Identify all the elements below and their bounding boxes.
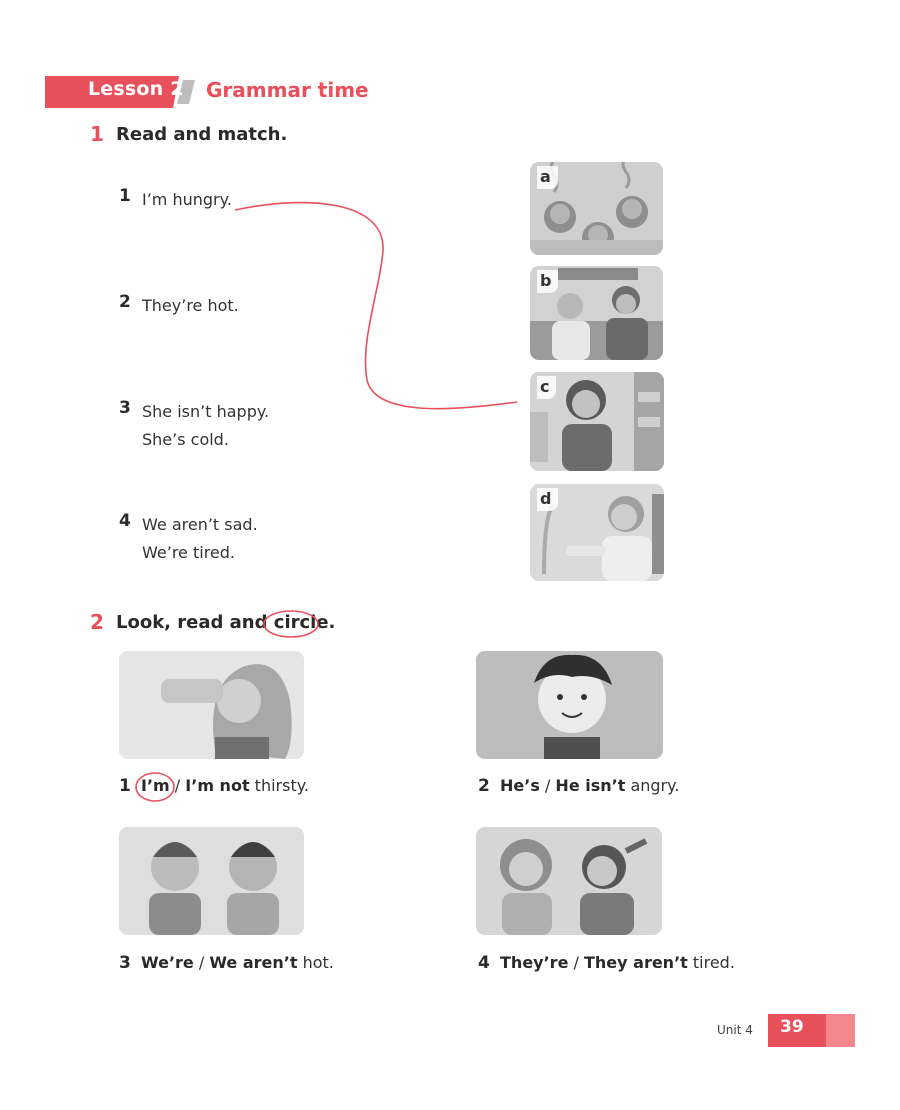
picture-label: c [537, 376, 556, 399]
sentence-rest: angry. [625, 776, 680, 795]
circle-item-4 [478, 953, 735, 973]
sentence-rest: tired. [687, 953, 735, 972]
answer-circle-mark [133, 771, 177, 803]
option-2[interactable]: They aren’t [583, 953, 688, 972]
option-1[interactable]: They’re [500, 953, 569, 972]
page-number: 39 [780, 1017, 804, 1037]
circle-item-2 [478, 776, 679, 796]
circle-item-number: 3 [119, 953, 131, 973]
yawning-girls-icon [476, 827, 662, 935]
match-item-1-text [142, 186, 232, 214]
option-2[interactable]: We aren’t [209, 953, 298, 972]
circle-word: circle [273, 612, 329, 633]
exercise-2-number: 2 [90, 610, 104, 634]
exercise-2-picture-2 [476, 651, 663, 759]
match-line [225, 190, 525, 420]
exercise-1-number: 1 [90, 122, 104, 146]
match-item-number: 2 [119, 292, 131, 312]
option-separator: / [169, 776, 186, 795]
exercise-1-title: Read and match. [116, 124, 288, 145]
exercise-2-picture-4 [476, 827, 662, 935]
exercise-2-title-start: Look, read and [116, 612, 274, 633]
option-1[interactable]: He’s [500, 776, 540, 795]
smiling-boy-icon [476, 651, 663, 759]
option-1[interactable]: We’re [141, 953, 194, 972]
match-item-line: I’m hungry. [142, 190, 232, 209]
match-item-number: 3 [119, 398, 131, 418]
picture-label: a [537, 166, 558, 189]
circle-item-number: 2 [478, 776, 490, 796]
picture-label: b [537, 270, 558, 293]
match-item-number: 4 [119, 511, 131, 531]
match-item-2[interactable] [119, 292, 131, 312]
option-separator: / [539, 776, 556, 795]
option-2[interactable]: He isn’t [555, 776, 626, 795]
exercise-2-title-end: . [328, 612, 336, 633]
sentence-rest: thirsty. [249, 776, 309, 795]
match-item-4[interactable] [119, 511, 131, 531]
picture-d[interactable] [530, 484, 664, 581]
cold-boys-icon [119, 827, 304, 935]
match-item-line: She’s cold. [142, 430, 229, 449]
option-separator: / [193, 953, 210, 972]
option-separator: / [568, 953, 584, 972]
option-1[interactable]: I’m [141, 776, 170, 795]
match-item-3[interactable] [119, 398, 131, 418]
match-item-line: They’re hot. [142, 296, 239, 315]
match-item-line: We’re tired. [142, 543, 235, 562]
picture-label: d [537, 488, 558, 511]
circle-item-3 [119, 953, 334, 973]
match-item-number: 1 [119, 186, 131, 206]
sentence-rest: hot. [297, 953, 334, 972]
girl-drinking-icon [119, 651, 304, 759]
circle-item-number: 1 [119, 776, 131, 796]
match-item-1[interactable] [119, 186, 131, 206]
picture-b[interactable] [530, 266, 663, 360]
title-circle-mark [262, 609, 320, 639]
circle-item-number: 4 [478, 953, 490, 973]
exercise-2-picture-3 [119, 827, 304, 935]
match-item-line: She isn’t happy. [142, 402, 270, 421]
lesson-title: Grammar time [206, 78, 369, 102]
match-item-line: We aren’t sad. [142, 515, 258, 534]
match-item-4-text [142, 511, 258, 567]
lesson-label: Lesson 2 [88, 78, 184, 100]
picture-a[interactable] [530, 162, 663, 255]
unit-label: Unit 4 [717, 1023, 753, 1037]
exercise-2-picture-1 [119, 651, 304, 759]
option-2[interactable]: I’m not [185, 776, 250, 795]
picture-c[interactable] [530, 372, 664, 471]
